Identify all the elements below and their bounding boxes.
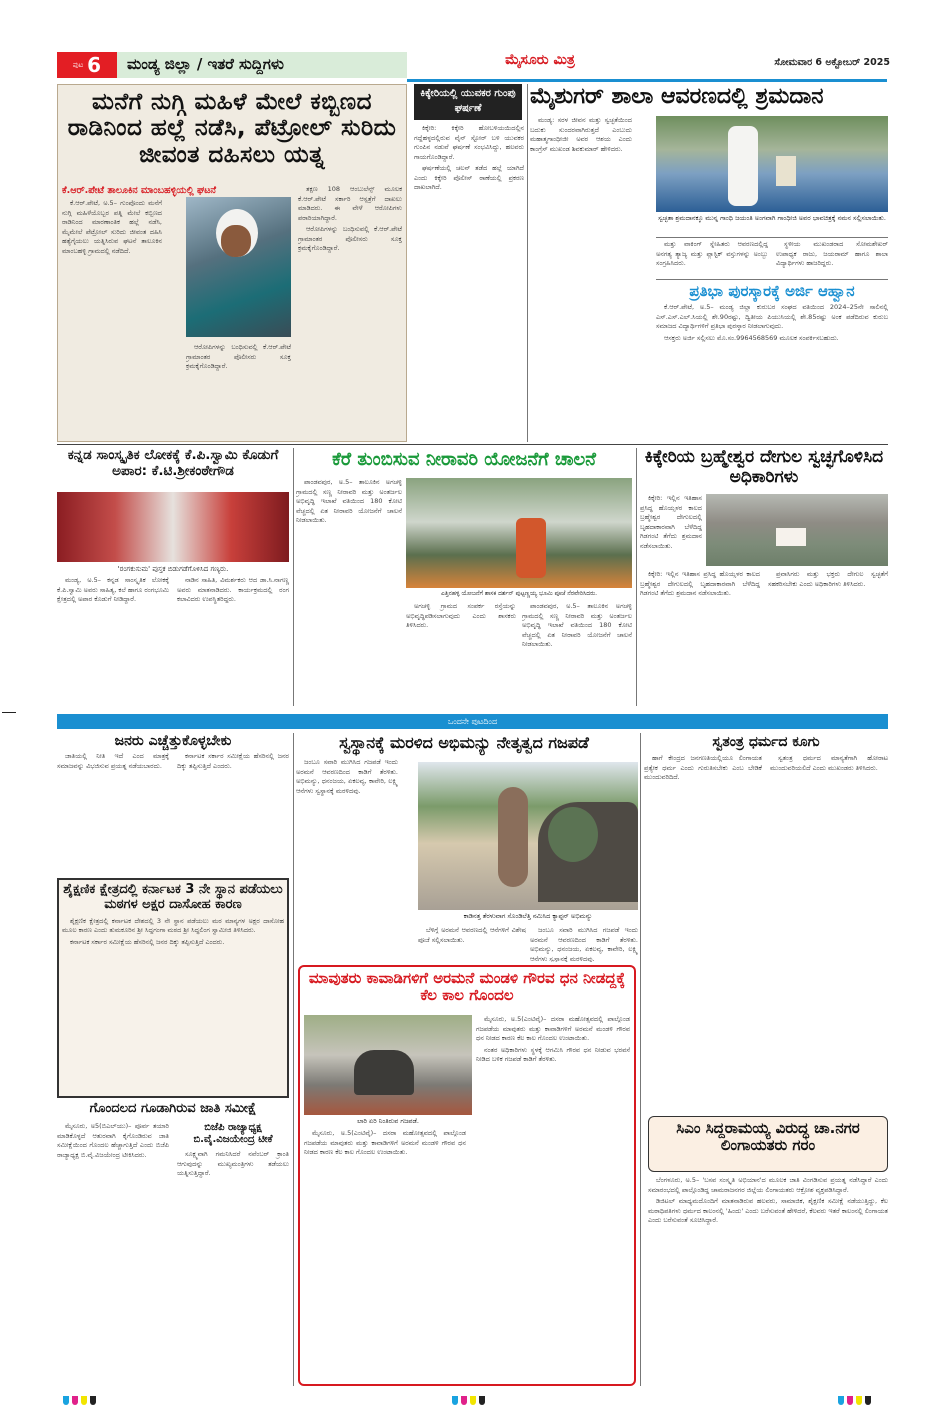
story-12-body-col1: ಮೈಸೂರು, ಅ.5(ಎಂಟಿವೈ)– ದಸರಾ ಮಹೋತ್ಸವದಲ್ಲಿ ಪಾಲ್ಗೊಂಡ ಗಜಪಡೆಯ ಮಾವುತರು ಮತ್ತು ಕಾವಾಡಿಗಳಿಗೆ ಅರಮನೆ ಮಂಡಳಿ ಗೌರವ ಧನ ನೀಡದ ಕಾರಣ ಕೆಲ ಕಾಲ ಗೊಂದಲ ಉಂಟಾಯಿತು. bbox=[304, 1129, 466, 1156]
issue-date: ಸೋಮವಾರ 6 ಅಕ್ಟೋಬರ್ 2025 bbox=[774, 57, 890, 68]
page-number: 6 bbox=[87, 53, 102, 77]
continued-banner bbox=[57, 714, 888, 729]
story-11-body-col3: ಜಂಬೂ ಸವಾರಿ ಮುಗಿಸಿದ ಗಜಪಡೆ ಇಂದು ಅರಮನೆ ಆವರಣದಿಂದ ಕಾಡಿಗೆ ತೆರಳಿತು. ಅಭಿಮನ್ಯು, ಧನಂಜಯ, ಏಕಲವ್ಯ, ಕಾವೇರಿ, ಲಕ್ಷ್ಮಿ ಆನೆಗಳು ಸ್ವಸ್ಥಾನಕ್ಕೆ ಮರಳಿದವು. bbox=[530, 926, 638, 962]
story-11-body-col1: ಜಂಬೂ ಸವಾರಿ ಮುಗಿಸಿದ ಗಜಪಡೆ ಇಂದು ಅರಮನೆ ಆವರಣದಿಂದ ಕಾಡಿಗೆ ತೆರಳಿತು. ಅಭಿಮನ್ಯು, ಧನಂಜಯ, ಏಕಲವ್ಯ, ಕಾವೇರಿ, ಲಕ್ಷ್ಮಿ ಆನೆಗಳು ಸ್ವಸ್ಥಾನಕ್ಕೆ ಮರಳಿದವು. bbox=[296, 758, 398, 795]
story-10-body-col2: ಸೂಕ್ಷ್ಮವಾಗಿ ಗಮನಿಸಿದರೆ ನವೆಂಬರ್ ಕ್ರಾಂತಿ ಆಗುವುದನ್ನು ಮುಖ್ಯಮಂತ್ರಿಗಳು ತಡೆಯಲು ಯತ್ನಿಸುತ್ತಿದ್ದಾರೆ. bbox=[177, 1150, 289, 1177]
story-12 bbox=[298, 965, 636, 1386]
story-2-headline: ಕಿಕ್ಕೇರಿಯಲ್ಲಿ ಯುವಕರ ಗುಂಪು ಘರ್ಷಣೆ bbox=[414, 84, 522, 120]
story-14-body: ಬೆಂಗಳೂರು, ಅ.5– 'ಬಸವ ಸಂಸ್ಕೃತಿ ಅಭಿಯಾನ'ದ ಮೂಲಕ ಜಾತಿ ವಿಂಗಡಿಸುವ ಪ್ರಯತ್ನ ನಡೆಸಿದ್ದಾರೆ ಎಂದು ಸಮಾರಂಭದಲ್ಲಿ ಪಾಲ್ಗೊಂಡಿದ್ದ ಚಾಮರಾಜನಗರ ಜಿಲ್ಲೆಯ ಲಿಂಗಾಯತರು ಆಕ್ರೋಶ ವ್ಯಕ್ತಪಡಿಸಿದ್ದಾರೆ. ಡಿಜಿಟಲ್ ಮಾಧ್ಯಮದೊಂದಿಗೆ ಮಾತನಾಡಿರುವ ಹಲವರು, ಸಾಮಾಜಿಕ, ಶೈಕ್ಷಣಿಕ ಸಮೀಕ್ಷೆ ನಡೆಯುತ್ತಿದ್ದು, ಕೆಲ ಮಠಾಧಿಪತಿಗಳು ಧರ್ಮದ ಕಾಲಂನಲ್ಲಿ 'ಹಿಂದು' ಎಂದು ಬರೆಸುವಂತೆ ಹೇಳಿದರೆ, ಕೆಲವರು ಇತರೆ ಕಾಲಂನಲ್ಲಿ ಲಿಂಗಾಯತ ಎಂದು ಬರೆಸುವಂತೆ ಸೂಚಿಸಿದ್ದಾರೆ. bbox=[648, 1176, 888, 1224]
story-11-photo bbox=[418, 762, 638, 910]
story-3-photo bbox=[656, 116, 888, 212]
story-12-caption: ಲಾರಿ ಏರಿ ನಿಂತಿರುವ ಗಜಪಡೆ. bbox=[357, 1117, 419, 1125]
story-1 bbox=[57, 84, 407, 442]
story-12-photo bbox=[304, 1015, 472, 1115]
story-14-headline: ಸಿಎಂ ಸಿದ್ದರಾಮಯ್ಯ ವಿರುದ್ಧ ಚಾ.ನಗರ ಲಿಂಗಾಯತರು ಗರಂ bbox=[676, 1119, 860, 1155]
story-5-body-col2: ನಾಡಿನ ಸಾಹಿತಿ, ವಿಮರ್ಶಕರು ಆದ ಡಾ.ಸಿ.ನಾಗಣ್ಣ ಅವರು ಮಾತನಾಡಿದರು. ಕಾರ್ಯಕ್ರಮದಲ್ಲಿ ರಂಗ ಕಲಾವಿದರು ಉಪಸ್ಥಿತರಿದ್ದರು. bbox=[177, 576, 289, 603]
story-2-body: ಕಿಕ್ಕೇರಿ: ಕಿಕ್ಕೇರಿ ಹೋಬಳಿಯಯಿದಲ್ಲಿನ ಗದ್ದೆಹಳ್ಳದಲ್ಲಿರುವ ವೈನ್ ಸ್ಟೋರ್ ಬಳಿ ಯುವಕರ ಗುಂಪಿನ ನಡುವೆ ಘರ್ಷಣೆ ಸಂಭವಿಸಿದ್ದು, ಹಲವರು ಗಾಯಗೊಂಡಿದ್ದಾರೆ. ಘರ್ಷಣೆಯಲ್ಲಿ ಚಲನ್ ತಡೆದ ಹಲ್ಲೆ ಯಾಗಿದೆ ಎಂದು ಕಿಕ್ಕೇರಿ ಪೊಲೀಸ್ ಠಾಣೆಯಲ್ಲಿ ಪ್ರಕರಣ ದಾಖಲಾಗಿದೆ. bbox=[414, 124, 524, 191]
story-13-body-col2: ಸ್ವತಂತ್ರ ಧರ್ಮದ ಮಾನ್ಯತೆಗಾಗಿ ಹೋರಾಟ ಮುಂದುವರಿಯಲಿದೆ ಎಂದು ಮುಖಂಡರು ತಿಳಿಸಿದರು. bbox=[770, 754, 888, 772]
story-7-headline: ಕಿಕ್ಕೇರಿಯ ಬ್ರಹ್ಮೇಶ್ವರ ದೇಗುಲ ಸ್ವಚ್ಛಗೊಳಿಸಿದ ಅಧಿಕಾರಿಗಳು bbox=[644, 447, 884, 487]
registration-marks-center bbox=[452, 1396, 485, 1405]
registration-marks-right bbox=[838, 1396, 871, 1405]
story-3-body-col1: ಮಂಡ್ಯ: ಸರಳ ಜೀವನ ಮತ್ತು ಸ್ವಚ್ಛತೆಯಿಂದ ಬದುಕು ಸುಂದರವಾಗಿರುತ್ತದೆ ಎಂಬುದು ಮಹಾತ್ಮಗಾಂಧೀಜೀ ಅವರ ಆಶಯ ಎಂದು ಕಾಂಗ್ರೆಸ್ ಮುಖಂಡ ಶಿವಕುಮಾರ್ ಹೇಳಿದರು. bbox=[530, 116, 632, 153]
story-10-subhead: ಬಿಜೆಪಿ ರಾಜ್ಯಾಧ್ಯಕ್ಷ ಬಿ.ವೈ.ವಿಜಯೇಂದ್ರ ಟೀಕೆ bbox=[193, 1122, 273, 1145]
page-label: ಪುಟ bbox=[72, 60, 84, 69]
story-6-photo bbox=[406, 478, 632, 588]
paper-name: ಮೈಸೂರು ಮಿತ್ರ bbox=[505, 52, 575, 68]
story-1-kicker: ಕೆ.ಆರ್.ಪೇಟೆ ತಾಲೂಕಿನ ಮಾಂಬಹಳ್ಳಿಯಲ್ಲಿ ಘಟನೆ bbox=[62, 185, 217, 196]
story-5-body-col1: ಮಂಡ್ಯ, ಅ.5– ಕನ್ನಡ ಸಾಂಸ್ಕೃತಿಕ ಲೋಕಕ್ಕೆ ಕೆ.ಪಿ.ಸ್ವಾಮಿ ಅವರು ಸಾಹಿತ್ಯ, ಕಲೆ ಹಾಗೂ ರಂಗಭೂಮಿ ಕ್ಷೇತ್ರದಲ್ಲಿ ಅಪಾರ ಕೊಡುಗೆ ನೀಡಿದ್ದಾರೆ. bbox=[57, 576, 169, 603]
section-title: ಮಂಡ್ಯ ಜಿಲ್ಲಾ / ಇತರೆ ಸುದ್ದಿಗಳು bbox=[117, 52, 407, 78]
story-9-headline: ಶೈಕ್ಷಣಿಕ ಕ್ಷೇತ್ರದಲ್ಲಿ ಕರ್ನಾಟಕ 3 ನೇ ಸ್ಥಾನ ಪಡೆಯಲು ಮಠಗಳ ಅಕ್ಷರ ದಾಸೋಹ ಕಾರಣ bbox=[63, 882, 283, 912]
story-9-body: ಶೈಕ್ಷಣಿಕ ಕ್ಷೇತ್ರದಲ್ಲಿ ಕರ್ನಾಟಕ ದೇಶದಲ್ಲಿ 3 ನೇ ಸ್ಥಾನ ಪಡೆಯಲು ಮಠ ಮಾನ್ಯಗಳ ಅಕ್ಷರ ದಾಸೋಹ ಮೂಲ ಕಾರಣ ಎಂದು ತುಮಕೂರಿನ ಶ್ರೀ ಸಿದ್ದಗಂಗಾ ಮಠದ ಶ್ರೀ ಸಿದ್ಧಲಿಂಗ ಸ್ವಾಮೀಜಿ ತಿಳಿಸಿದರು. ಕರ್ನಾಟಕ ಸರ್ಕಾರ ಸಮೀಕ್ಷೆಯ ಹೆಸರಿನಲ್ಲಿ ಜನರ ದಿಕ್ಕು ತಪ್ಪಿಸುತ್ತಿದೆ ಎಂದರು. bbox=[62, 916, 284, 946]
continued-banner-label: ಒಂದನೇ ಪುಟದಿಂದ bbox=[447, 717, 498, 726]
story-4-body: ಕೆ.ಆರ್.ಪೇಟೆ, ಅ.5– ಮಂಡ್ಯ ಜಿಲ್ಲಾ ಕುರುಬರ ಸಂಘದ ವತಿಯಿಂದ 2024–25ನೇ ಸಾಲಿನಲ್ಲಿ ಎಸ್.ಎಸ್.ಎಲ್.ಸಿಯಲ್ಲಿ ಶೇ.90ರಷ್ಟು, ದ್ವಿತೀಯ ಪಿಯುಸಿಯಲ್ಲಿ ಶೇ.85ರಷ್ಟು ಅಂಕ ಪಡೆದಿರುವ ಕುರುಬ ಸಮಾಜದ ವಿದ್ಯಾರ್ಥಿಗಳಿಗೆ ಪ್ರತಿಭಾ ಪುರಸ್ಕಾರ ನೀಡಲಾಗುವುದು. ಆಸಕ್ತರು ಅರ್ಜಿ ಸಲ್ಲಿಸಲು ಮೊ.ಸಂ.9964568569 ಮೂಲಕ ಸಂಪರ್ಕಿಸಬಹುದು. bbox=[656, 303, 888, 342]
story-7-body-col1: ಕಿಕ್ಕೇರಿ: ಇಲ್ಲಿನ ಇತಿಹಾಸ ಪ್ರಸಿದ್ಧ ಹೊಯ್ಸಳರ ಕಾಲದ ಬ್ರಹ್ಮೇಶ್ವರ ದೇಗುಲದಲ್ಲಿ ಬೃಹದಾಕಾರವಾಗಿ ಬೆಳೆದಿದ್ದ ಗಿಡಗಂಟಿ ತೆಗೆದು ಶ್ರಮದಾನ ನಡೆಸಲಾಯಿತು. bbox=[640, 494, 702, 550]
story-8-body-col2: ಕರ್ನಾಟಕ ಸರ್ಕಾರ ಸಮೀಕ್ಷೆಯ ಹೆಸರಿನಲ್ಲಿ ಜನರ ದಿಕ್ಕು ತಪ್ಪಿಸುತ್ತಿದೆ ಎಂದರು. bbox=[177, 752, 289, 770]
story-12-headline: ಮಾವುತರು ಕಾವಾಡಿಗಳಿಗೆ ಅರಮನೆ ಮಂಡಳಿ ಗೌರವ ಧನ ನೀಡದ್ದಕ್ಕೆ ಕೆಲ ಕಾಲ ಗೊಂದಲ bbox=[308, 969, 626, 1005]
story-10-headline: ಗೊಂದಲದ ಗೂಡಾಗಿರುವ ಜಾತಿ ಸಮೀಕ್ಷೆ bbox=[89, 1101, 257, 1116]
story-7-body-col2: ಕಿಕ್ಕೇರಿ: ಇಲ್ಲಿನ ಇತಿಹಾಸ ಪ್ರಸಿದ್ಧ ಹೊಯ್ಸಳರ ಕಾಲದ ಬ್ರಹ್ಮೇಶ್ವರ ದೇಗುಲದಲ್ಲಿ ಬೃಹದಾಕಾರವಾಗಿ ಬೆಳೆದಿದ್ದ ಗಿಡಗಂಟಿ ತೆಗೆದು ಶ್ರಮದಾನ ನಡೆಸಲಾಯಿತು. bbox=[640, 570, 760, 597]
story-3-body-col2: ಮತ್ತು ವಾಕಿಂಗ್ ಸ್ನೇಹಿತರು ಆವರಣದಲ್ಲಿದ್ದ ಅನಗತ್ಯ ತ್ಯಾಜ್ಯ ಮತ್ತು ಪ್ಲಾಸ್ಟಿಕ್ ವಸ್ತುಗಳನ್ನು ಅಂಬ್ಬು ಸಂಗ್ರಹಿಸಿದರು. bbox=[656, 240, 768, 267]
masthead-rule bbox=[407, 79, 887, 82]
story-8-body-col1: ಜಾತಿಯಲ್ಲಿ ನೀತಿ ಇದೆ ಎಂದ ಮಾತ್ರಕ್ಕೆ ಸಮಾಜವನ್ನು ವಿಭಜಿಸುವ ಪ್ರಯತ್ನ ನಡೆಯಬಾರದು. bbox=[57, 752, 169, 770]
registration-marks-left bbox=[63, 1396, 96, 1405]
story-5-caption: 'ರಂಗಕುಸುಮ' ಪುಸ್ತಕ ಬಿಡುಗಡೆಗೊಳಿಸಿದ ಗಣ್ಯರು. bbox=[117, 565, 229, 573]
story-3-body-col3: ಸ್ಥಳೀಯ ಮುಖಂಡರಾದ ಸೋಮಶೇಖರ್ ಉಪಾಧ್ಯಕ ರಾಜು, ಜಯರಾಮ್ ಹಾಗೂ ಶಾಲಾ ವಿದ್ಯಾರ್ಥಿಗಳು ಹಾಜರಿದ್ದರು. bbox=[776, 240, 888, 267]
story-13-headline: ಸ್ವತಂತ್ರ ಧರ್ಮದ ಕೂಗು bbox=[712, 734, 820, 750]
story-5-headline: ಕನ್ನಡ ಸಾಂಸ್ಕೃತಿಕ ಲೋಕಕ್ಕೆ ಕೆ.ಪಿ.ಸ್ವಾಮಿ ಕೊಡುಗೆ ಅಪಾರ: ಕೆ.ಟಿ.ಶ್ರೀಕಂಠೇಗೌಡ bbox=[67, 447, 279, 479]
story-10-body-col1: ಮೈಸೂರು, ಅ5(ಬಿಎಲ್‌ಯು)– ಪೂರ್ವ ತಯಾರಿ ಮಾಡಿಕೊಳ್ಳದೆ ಆತುರವಾಗಿ ಕೈಗೊಂಡಿರುವ ಜಾತಿ ಸಮೀಕ್ಷೆಯಿಂದ ಗೊಂದಲ ಹೆಚ್ಚಾಗುತ್ತಿದೆ ಎಂದು ಬಿಜೆಪಿ ರಾಜ್ಯಾಧ್ಯಕ್ಷ ಬಿ.ವೈ.ವಿಜಯೇಂದ್ರ ಟೀಕಿಸಿದರು. bbox=[57, 1122, 169, 1159]
story-9 bbox=[57, 878, 289, 1098]
story-6-body-col1: ಪಾಂಡವಪುರ, ಅ.5– ತಾಲೂಕಿನ ಅಗಚಳ್ಳಿ ಗ್ರಾಮದಲ್ಲಿ ಸಣ್ಣ ನೀರಾವರಿ ಮತ್ತು ಅಂತರ್ಜಲ ಅಭಿವೃದ್ಧಿ ಇಲಾಖೆ ವತಿಯಿಂದ 180 ಕೋಟಿ ವೆಚ್ಚದಲ್ಲಿ ಏತ ನೀರಾವರಿ ಯೋಜನೆಗೆ ಚಾಲನೆ ನೀಡಲಾಯಿತು. bbox=[296, 478, 402, 524]
story-1-photo bbox=[186, 197, 291, 337]
story-1-body-col2: ಆರೋಪಿಗಳನ್ನು ಬಂಧಿಸುವಲ್ಲಿ ಕೆ.ಆರ್.ಪೇಟೆ ಗ್ರಾಮಾಂತರ ಪೊಲೀಸರು ಸೂಕ್ತ ಕ್ರಮಕೈಗೊಂಡಿದ್ದಾರೆ. bbox=[186, 343, 291, 370]
story-1-headline: ಮನೆಗೆ ನುಗ್ಗಿ ಮಹಿಳೆ ಮೇಲೆ ಕಬ್ಬಿಣದ ರಾಡಿನಿಂದ ಹಲ್ಲೆ ನಡೆಸಿ, ಪೆಟ್ರೋಲ್ ಸುರಿದು ಜೀವಂತ ದಹಿಸಲು ಯತ್ನ bbox=[67, 89, 397, 168]
story-4-headline: ಪ್ರತಿಭಾ ಪುರಸ್ಕಾರಕ್ಕೆ ಅರ್ಜಿ ಆಹ್ವಾನ bbox=[689, 282, 855, 300]
story-6-body-col2: ಅಗಚಳ್ಳಿ ಗ್ರಾಮದ ಸಂಪರ್ಕ ರಸ್ತೆಯನ್ನು ಅಭಿವೃದ್ಧಿಪಡಿಸಲಾಗುವುದು ಎಂದು ಶಾಸಕರು ತಿಳಿಸಿದರು. bbox=[406, 602, 516, 629]
page-number-box bbox=[57, 52, 117, 78]
story-12-body-col2: ಮೈಸೂರು, ಅ.5(ಎಂಟಿವೈ)– ದಸರಾ ಮಹೋತ್ಸವದಲ್ಲಿ ಪಾಲ್ಗೊಂಡ ಗಜಪಡೆಯ ಮಾವುತರು ಮತ್ತು ಕಾವಾಡಿಗಳಿಗೆ ಅರಮನೆ ಮಂಡಳಿ ಗೌರವ ಧನ ನೀಡದ ಕಾರಣ ಕೆಲ ಕಾಲ ಗೊಂದಲ ಉಂಟಾಯಿತು. ನಂತರ ಅಧಿಕಾರಿಗಳು ಸ್ಥಳಕ್ಕೆ ಆಗಮಿಸಿ ಗೌರವ ಧನ ನೀಡುವ ಭರವಸೆ ನೀಡಿದ ಬಳಿಕ ಗಜಪಡೆ ಕಾಡಿಗೆ ತೆರಳಿತು. bbox=[476, 1015, 630, 1063]
story-11-headline: ಸ್ವಸ್ಥಾನಕ್ಕೆ ಮರಳಿದ ಅಭಿಮನ್ಯು ನೇತೃತ್ವದ ಗಜಪಡೆ bbox=[339, 733, 589, 752]
story-6-caption: ಎತ್ತಿನಹಳ್ಳಿ ಯೋಜನೆಗೆ ಶಾಸಕ ದರ್ಶನ್ ಪುಟ್ಟಣ್ಣಯ್ಯ ಭೂಮಿ ಪೂಜೆ ನೆರವೇರಿಸಿದರು. bbox=[440, 590, 598, 597]
story-6-body-col3: ಪಾಂಡವಪುರ, ಅ.5– ತಾಲೂಕಿನ ಅಗಚಳ್ಳಿ ಗ್ರಾಮದಲ್ಲಿ ಸಣ್ಣ ನೀರಾವರಿ ಮತ್ತು ಅಂತರ್ಜಲ ಅಭಿವೃದ್ಧಿ ಇಲಾಖೆ ವತಿಯಿಂದ 180 ಕೋಟಿ ವೆಚ್ಚದಲ್ಲಿ ಏತ ನೀರಾವರಿ ಯೋಜನೆಗೆ ಚಾಲನೆ ನೀಡಲಾಯಿತು. bbox=[522, 602, 632, 648]
story-14 bbox=[648, 1116, 888, 1172]
story-7-photo bbox=[706, 494, 888, 566]
story-1-body-col3: ತಕ್ಷಣ 108 ಆಂಬುಲೆನ್ಸ್ ಮೂಲಕ ಕೆ.ಆರ್.ಪೇಟೆ ಸರ್ಕಾರಿ ಆಸ್ಪತ್ರೆಗೆ ದಾಖಲು ಮಾಡಿದರು. ಈ ವೇಳೆ ಆರೋಪಿಗಳು ಪರಾರಿಯಾಗಿದ್ದಾರೆ. ಆರೋಪಿಗಳನ್ನು ಬಂಧಿಸುವಲ್ಲಿ ಕೆ.ಆರ್.ಪೇಟೆ ಗ್ರಾಮಾಂತರ ಪೊಲೀಸರು ಸೂಕ್ತ ಕ್ರಮಕೈಗೊಂಡಿದ್ದಾರೆ. bbox=[298, 185, 402, 252]
story-7-body-col3: ಪ್ರವಾಸಿಗರು ಮತ್ತು ಭಕ್ತರು ದೇಗುಲ ಸ್ವಚ್ಛತೆಗೆ ಸಹಕರಿಸಬೇಕು ಎಂದು ಅಧಿಕಾರಿಗಳು ತಿಳಿಸಿದರು. bbox=[768, 570, 888, 588]
story-3-headline: ಮೈಶುಗರ್ ಶಾಲಾ ಆವರಣದಲ್ಲಿ ಶ್ರಮದಾನ bbox=[530, 84, 824, 109]
crop-mark bbox=[2, 712, 16, 713]
story-1-body-col1: ಕೆ.ಆರ್.ಪೇಟೆ, ಅ.5– ಗುಂಪೊಂದು ಮನೆಗೆ ನುಗ್ಗಿ ಮಹಿಳೆಯೊಬ್ಬರ ಪತ್ನಿ ಮೇಲೆ ಕಬ್ಬಿಣದ ರಾಡಿನಿಂದ ಮಾರಣಾಂತಿಕ ಹಲ್ಲೆ ನಡೆಸಿ, ಮೈಮೇಲೆ ಪೆಟ್ರೋಲ್ ಸುರಿದು ಜೀವಂತ ದಹಿಸಿ ಹತ್ಯೆಗೈಯಲು ಯತ್ನಿಸಿರುವ ಘಟನೆ ತಾಲೂಕಿನ ಮಾಂಬಹಳ್ಳಿ ಗ್ರಾಮದಲ್ಲಿ ನಡೆದಿದೆ. bbox=[62, 199, 162, 255]
story-4 bbox=[656, 279, 888, 439]
story-8-headline: ಜನರು ಎಚ್ಚೆತ್ತುಕೊಳ್ಳಬೇಕು bbox=[114, 733, 232, 749]
story-5-photo bbox=[57, 492, 289, 562]
story-6-headline: ಕೆರೆ ತುಂಬಿಸುವ ನೀರಾವರಿ ಯೋಜನೆಗೆ ಚಾಲನೆ bbox=[332, 449, 596, 470]
story-11-caption: ಕಾಡಿನತ್ತ ತೆರಳುವಾಗ ಸೊಂಡಿಲೆತ್ತಿ ನಮಿಸಿದ ಕ್ಯಾಪ್ಟನ್ ಅಭಿಮನ್ಯು bbox=[463, 912, 593, 920]
story-11-body-col2: ಬೆಳಿಗ್ಗೆ ಅರಮನೆ ಆವರಣದಲ್ಲಿ ಆನೆಗಳಿಗೆ ವಿಶೇಷ ಪೂಜೆ ಸಲ್ಲಿಸಲಾಯಿತು. bbox=[418, 926, 526, 944]
story-13-body-col1: ಹಾಗೆ ಕೇಂದ್ರದ ಜನಗಣತಿಯಲ್ಲಿಯೂ ಲಿಂಗಾಯತ ಪ್ರತ್ಯೇಕ ಧರ್ಮ ಎಂದು ಗುರುತಿಸಬೇಕು ಎಂಬ ಬೇಡಿಕೆ ಮುಂದುವರಿದಿದೆ. bbox=[644, 754, 762, 781]
story-3-caption: ಸ್ವಚ್ಛತಾ ಶ್ರಮದಾನಕ್ಕೂ ಮುನ್ನ ಗಾಂಧಿ ಜಯಂತಿ ಅಂಗವಾಗಿ ಗಾಂಧೀಜಿ ಅವರ ಭಾವಚಿತ್ರಕ್ಕೆ ನಮನ ಸಲ್ಲಿಸಲಾಯಿತು. bbox=[658, 214, 886, 222]
